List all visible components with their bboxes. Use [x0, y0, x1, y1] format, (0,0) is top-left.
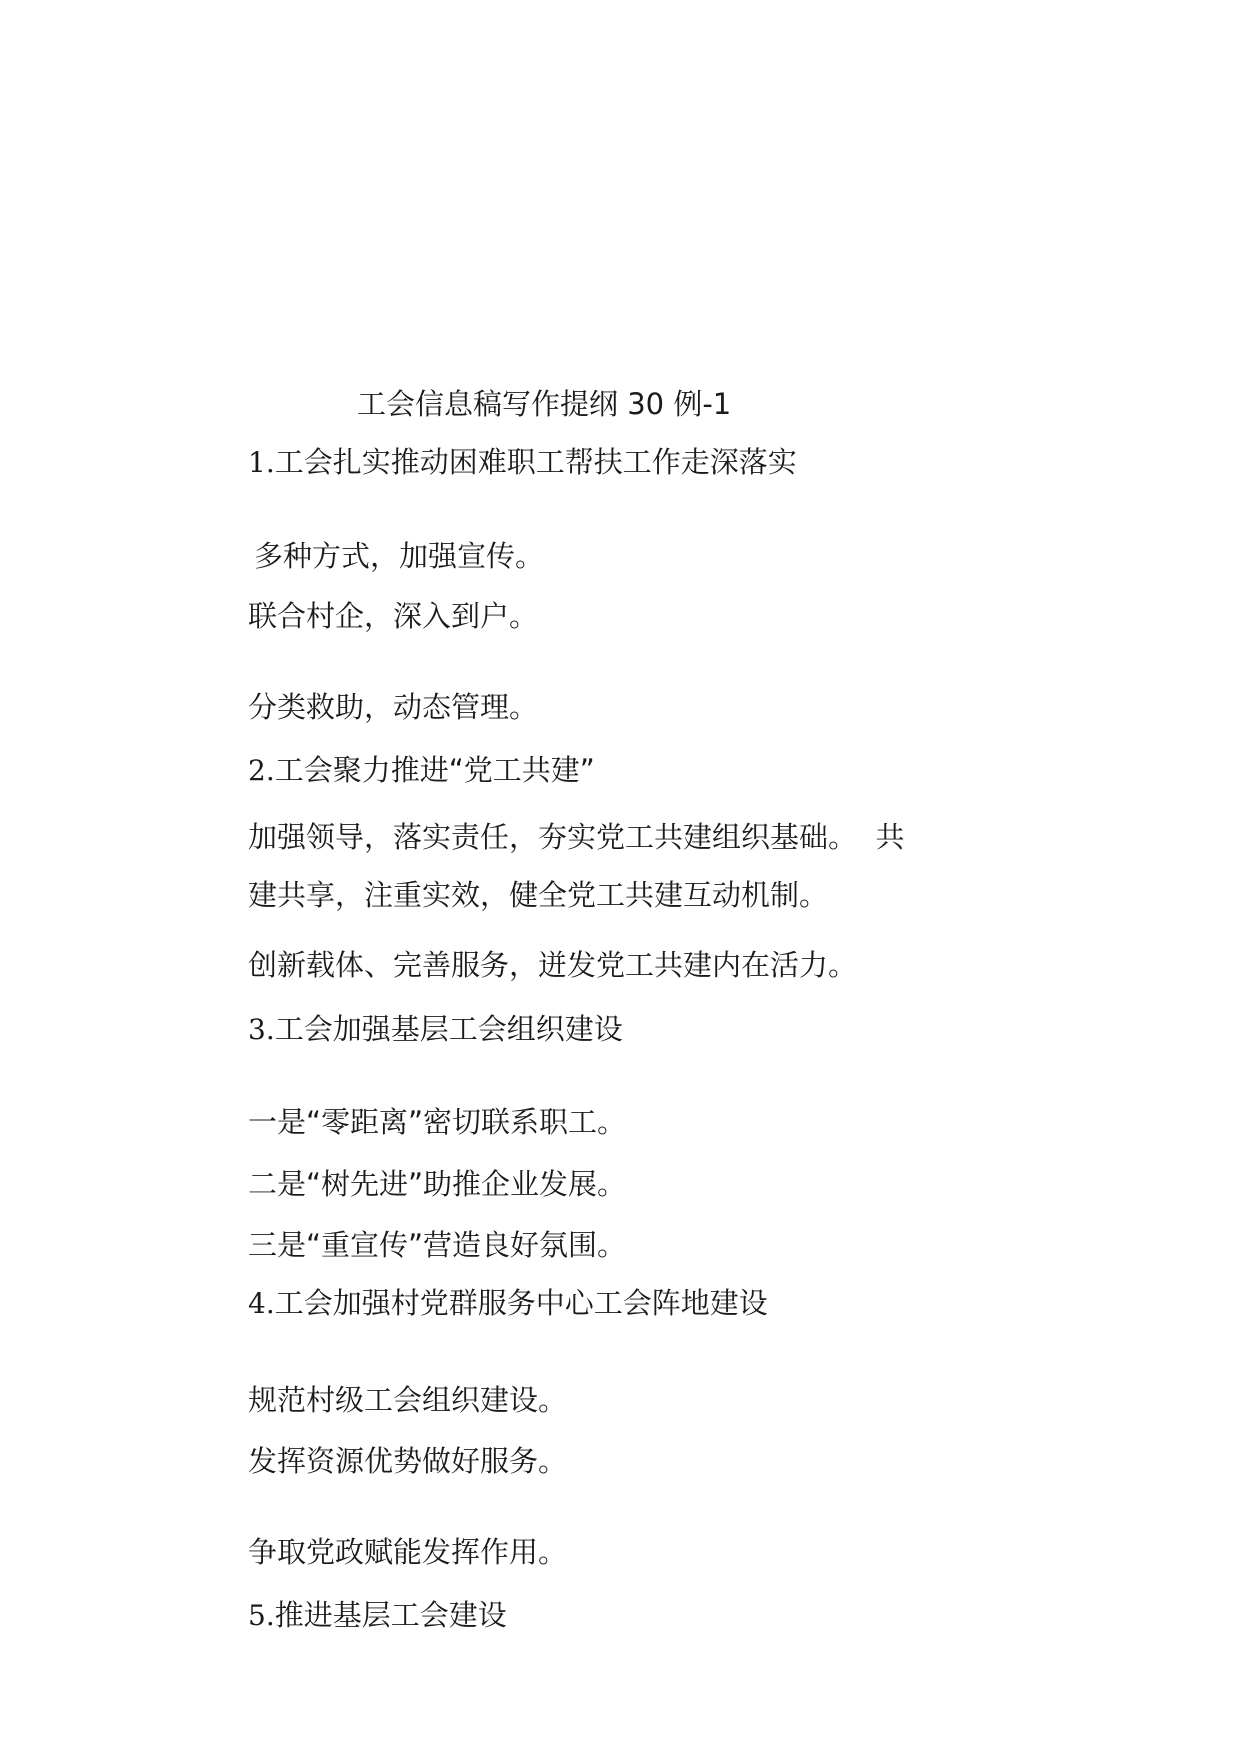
section-heading-text: 工会加强基层工会组织建设 [274, 1012, 623, 1046]
section-heading-text: 推进基层工会建设 [274, 1598, 507, 1632]
section-point: 建共享，注重实效，健全党工共建互动机制。 [248, 878, 829, 912]
section-heading-text: 工会加强村党群服务中心工会阵地建设 [274, 1286, 768, 1320]
section-heading-text: 工会扎实推动困难职工帮扶工作走深落实 [274, 445, 797, 479]
section-heading-5 [248, 1597, 507, 1634]
section-point: 创新载体、完善服务，迸发党工共建内在活力。 [248, 948, 858, 982]
document-title: 工会信息稿写作提纲 30 例-1 [357, 387, 732, 421]
section-point: 二是“树先进”助推企业发展。 [248, 1167, 627, 1201]
section-point: 多种方式，加强宣传。 [254, 539, 545, 573]
section-heading-text: 工会聚力推进“党工共建” [274, 753, 595, 787]
section-point: 加强领导，落实责任，夯实党工共建组织基础。 共 [248, 820, 905, 854]
section-point: 争取党政赋能发挥作用。 [248, 1535, 568, 1569]
section-heading-4 [248, 1285, 768, 1322]
section-point: 分类救助，动态管理。 [248, 690, 539, 724]
section-number: 5. [248, 1599, 275, 1632]
section-heading-1 [248, 444, 797, 481]
section-point: 发挥资源优势做好服务。 [248, 1444, 568, 1478]
section-heading-3 [248, 1011, 623, 1048]
section-point: 规范村级工会组织建设。 [248, 1383, 568, 1417]
section-point: 联合村企，深入到户。 [248, 599, 539, 633]
section-heading-2 [248, 752, 595, 789]
section-number: 2. [248, 754, 275, 787]
section-number: 1. [248, 446, 275, 479]
section-point: 一是“零距离”密切联系职工。 [248, 1105, 627, 1139]
section-point: 三是“重宣传”营造良好氛围。 [248, 1228, 627, 1262]
section-number: 3. [248, 1013, 275, 1046]
section-number: 4. [248, 1287, 275, 1320]
